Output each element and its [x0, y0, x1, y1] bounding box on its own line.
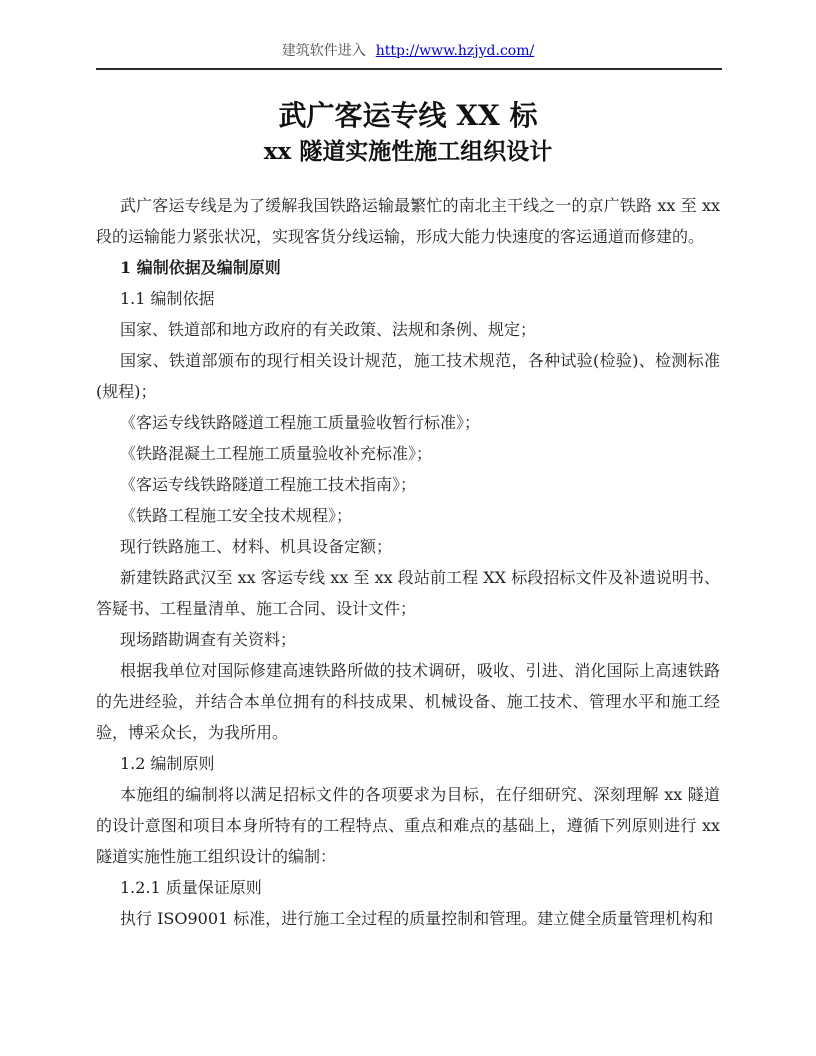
body-paragraph: 《客运专线铁路隧道工程施工质量验收暂行标准》； — [120, 413, 481, 432]
body-paragraph: 《铁路工程施工安全技术规程》； — [120, 506, 353, 525]
body-paragraph: 本施组的编制将以满足招标文件的各项要求为目标，在仔细研究、深刻理解 xx 隧道的设计意图和项目本身所特有的工程特点、重点和难点的基础上，遵循下列原则进行 xx 隧道实施性施工组织设计的编制： — [96, 785, 720, 866]
header-url-link[interactable]: http://www.hzjyd.com/ — [375, 43, 535, 59]
document-title: 武广客运专线 XX 标 — [278, 99, 538, 132]
page-header — [96, 0, 720, 61]
body-paragraph: 武广客运专线是为了缓解我国铁路运输最繁忙的南北主干线之一的京广铁路 xx 至 xx 段的运输能力紧张状况，实现客货分线运输，形成大能力快速度的客运通道而修建的。 — [96, 196, 720, 246]
body-paragraph: 执行 ISO9001 标准，进行施工全过程的质量控制和管理。建立健全质量管理机构和 — [120, 909, 714, 928]
body-paragraph: 国家、铁道部和地方政府的有关政策、法规和条例、规定； — [120, 320, 537, 339]
header-label: 建筑软件进入 — [281, 43, 366, 59]
body-paragraph: 现场踏勘调查有关资料； — [120, 630, 297, 649]
body-paragraph: 根据我单位对国际修建高速铁路所做的技术调研，吸收、引进、消化国际上高速铁路的先进经验，并结合本单位拥有的科技成果、机械设备、施工技术、管理水平和施工经验，博采众长，为我所用。 — [96, 661, 720, 742]
body-paragraph: 《客运专线铁路隧道工程施工技术指南》； — [120, 475, 417, 494]
body-paragraph: 新建铁路武汉至 xx 客运专线 xx 至 xx 段站前工程 XX 标段招标文件及补遗说明书、答疑书、工程量清单、施工合同、设计文件； — [96, 568, 720, 618]
heading-h3: 1.2.1 质量保证原则 — [120, 878, 262, 897]
body-paragraph: 现行铁路施工、材料、机具设备定额； — [120, 537, 393, 556]
heading-h2: 1.1 编制依据 — [120, 289, 215, 308]
document-subtitle: xx 隧道实施性施工组织设计 — [263, 138, 553, 165]
document-body — [96, 190, 720, 934]
body-paragraph: 《铁路混凝土工程施工质量验收补充标准》； — [120, 444, 433, 463]
body-paragraph: 国家、铁道部颁布的现行相关设计规范，施工技术规范，各种试验(检验)、检测标准(规程)； — [96, 351, 720, 401]
header-divider — [96, 68, 722, 70]
heading-h2: 1.2 编制原则 — [120, 754, 215, 773]
heading-h1: 1 编制依据及编制原则 — [120, 258, 281, 277]
